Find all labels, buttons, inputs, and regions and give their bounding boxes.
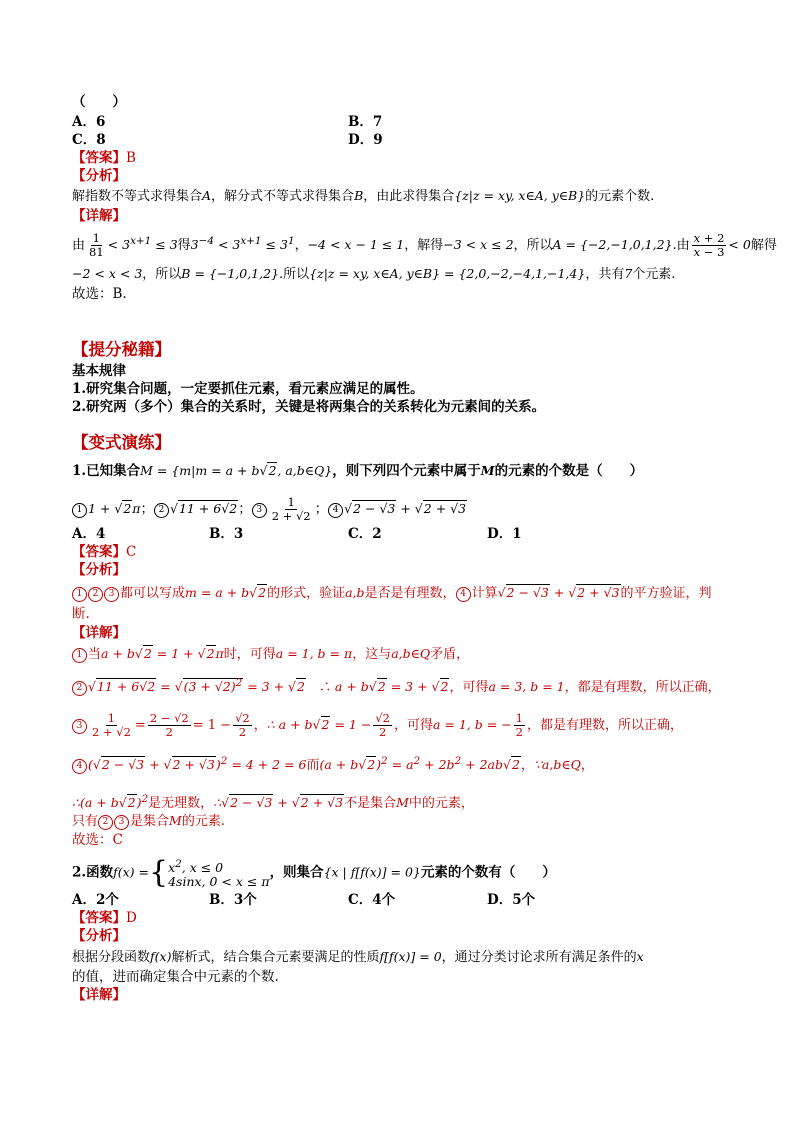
tips-rule-2: 2.研究两（多个）集合的关系时，关键是将两集合的关系转化为元素间的关系。	[72, 399, 546, 415]
q2-answer-label: 【答案】	[72, 544, 126, 560]
q3-answer-value: D	[126, 910, 137, 926]
q2-option-a: A．4	[72, 526, 106, 542]
detail-line-2: −2 < x < 3，所以B = {−1,0,1,2}.所以{z|z = xy, x∈A, y∈B} = {2,0,−2,−4,1,−1,4}，共有7个元素.	[72, 266, 676, 282]
analysis-label: 【分析】	[72, 168, 126, 184]
q2-answer-value: C	[126, 544, 137, 560]
tips-subtitle: 基本规律	[72, 363, 126, 379]
answer-line	[72, 149, 136, 167]
q3-answer-label: 【答案】	[72, 910, 126, 926]
q2-detail-4: 4 $(√2 - √3 + √2 + √3)^2 = 4 + 2 = 6$而$(a + b√2)^2 = a^2 + 2b^2 + 2ab√2$，∵a,b∈Q，	[72, 752, 594, 775]
q2-elements: 1 1 + √2π； 2 √11 + 6√2； 3 $\frac{1}{2 + √2}$ ； 4 √2 − √3 + √2 + √3	[72, 496, 467, 523]
q3-option-c: C．4个	[348, 892, 396, 908]
analysis-text: 解指数不等式求得集合A，解分式不等式求得集合B，由此求得集合{z|z = xy, x∈A, y∈B}的元素个数.	[72, 188, 655, 204]
option-c: C．8	[72, 132, 106, 148]
q2-option-c: C．2	[348, 526, 382, 542]
q3-detail-label: 【详解】	[72, 987, 126, 1003]
q2-detail-1: 1 当a + b√2 = 1 + √2π时，可得a = 1, b = π，这与a,b∈Q矛盾，	[72, 645, 469, 664]
detail-label: 【详解】	[72, 208, 126, 224]
question-blank: （ ）	[72, 94, 126, 110]
q2-detail-2: 2 $√11 + 6√2 = √(3 + √2)^2 = 3 + √2$ ∴ a + b√2 = 3 + √2，可得a = 3, b = 1，都是有理数，所以正确，	[72, 674, 721, 697]
answer-label: 【答案】	[72, 150, 126, 166]
q3-analysis-2: 的值，进而确定集合中元素的个数.	[72, 969, 279, 985]
practice-title: 【变式演练】	[72, 433, 171, 452]
q2-option-b: B．3	[209, 526, 244, 542]
q3-option-b: B．3个	[209, 892, 257, 908]
q2-detail-3: 3 $\frac{1}{2 + √2}$ = $\frac{2 - √2}{2}$ = 1 − $\frac{√2}{2}$ ，∴ a + b√2 = 1 − $\frac{√2}{2}$ ，可得a = 1, b = − $\frac{1}{2}$ ，都是有理数，所以正确，	[72, 712, 683, 739]
q3-analysis-label: 【分析】	[72, 928, 126, 944]
q3-option-a: A．2个	[72, 892, 119, 908]
option-a: A．6	[72, 114, 106, 130]
q2-analysis-label: 【分析】	[72, 562, 126, 578]
q3-analysis-1: 根据分段函数f(x)解析式，结合集合元素要满足的性质f[f(x)] = 0，通过分类讨论求所有满足条件的x	[72, 949, 644, 965]
answer-value: B	[126, 150, 136, 166]
q3-option-d: D．5个	[487, 892, 536, 908]
q2-analysis-text: 1 2 3 都可以写成m = a + b√2的形式，验证a,b是否是有理数， 4 计算√2 − √3 + √2 + √3的平方验证，判	[72, 584, 712, 603]
tips-rule-1: 1.研究集合问题，一定要抓住元素，看元素应满足的属性。	[72, 381, 424, 397]
tips-title: 【提分秘籍】	[72, 340, 171, 359]
detail-line-1: 由 $\frac{1}{81}$ < $3^{x+1} \le 3$得$3^{-4} < 3^{x+1} \le 3^1$，−4 < x − 1 ≤ 1，解得−3 < x ≤ 2，所以A = {−2,−1,0,1,2}.由 $\frac{x + 2}{x - 3}$ < 0解得	[72, 231, 777, 260]
detail-line-3: 故选：B.	[72, 286, 127, 302]
q2-detail-label: 【详解】	[72, 625, 126, 641]
q2-detail-6: 只有 2 3 是集合M的元素.	[72, 813, 225, 829]
q2-detail-5: ∴(a + b√2)$^2$是无理数，∴√2 − √3 + √2 + √3不是集合M中的元素，	[72, 793, 474, 812]
q2-answer-line	[72, 543, 136, 561]
q2-analysis-cont: 断.	[72, 606, 90, 622]
option-b: B．7	[348, 114, 383, 130]
q2-detail-7: 故选：C	[72, 832, 123, 848]
q3-stem: 2.函数f(x) = { $x^2$, x ≤ 0 4sinx, 0 < x ≤ π ，则集合{x | f[f(x)] = 0}元素的个数有（ ）	[72, 855, 556, 890]
option-d: D．9	[348, 132, 383, 148]
q2-stem: 1.已知集合M = {m|m = a + b√2, a,b∈Q}，则下列四个元素中属于M的元素的个数是（ ）	[72, 463, 644, 479]
q2-option-d: D．1	[487, 526, 522, 542]
q3-answer-line	[72, 909, 137, 927]
